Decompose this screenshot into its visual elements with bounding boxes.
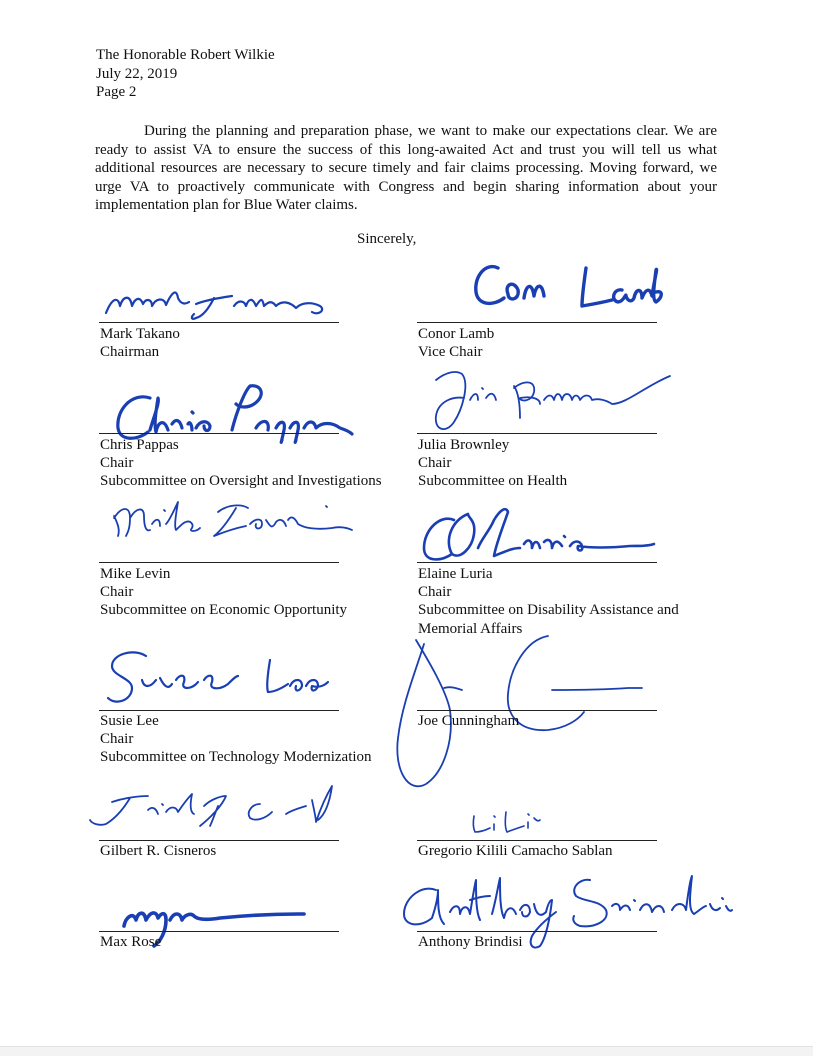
signature-gregorio-sablan: [473, 812, 540, 832]
signature-block-joe-cunningham: [418, 712, 519, 730]
signatory-committee: Subcommittee on Oversight and Investigations: [100, 473, 382, 490]
signature-block-gregorio-sablan: [418, 842, 613, 860]
signature-line-conor-lamb: [417, 322, 657, 323]
signatory-name: Mark Takano: [100, 326, 180, 342]
signatory-title: Chair: [100, 584, 134, 601]
addressee: The Honorable Robert Wilkie: [96, 47, 275, 63]
signatory-name: Max Rose: [100, 934, 162, 950]
letter-header: [96, 46, 275, 102]
signatory-committee: Subcommittee on Disability Assistance and: [418, 602, 679, 619]
signatory-committee-continued: Memorial Affairs: [418, 620, 523, 637]
signatory-name: Joe Cunningham: [418, 713, 520, 729]
signature-block-max-rose: [100, 933, 161, 951]
closing: Sincerely,: [357, 231, 417, 247]
signatory-committee: Subcommittee on Economic Opportunity: [100, 602, 348, 619]
signature-conor-lamb: [476, 267, 661, 306]
signature-line-gregorio-sablan: [417, 840, 657, 841]
signature-block-gilbert-cisneros: [100, 842, 216, 860]
signature-block-julia-brownley: [418, 436, 567, 491]
signature-mike-levin: [114, 502, 352, 536]
signature-block-elaine-luria: [418, 565, 679, 638]
signatory-committee: Subcommittee on Technology Modernization: [100, 749, 372, 766]
signatory-committee: Subcommittee on Health: [418, 473, 568, 490]
signatory-name: Gregorio Kilili Camacho Sablan: [418, 843, 613, 859]
signatory-title: Chairman: [100, 344, 160, 361]
signature-julia-brownley: [436, 372, 670, 429]
signatory-title: Chair: [418, 584, 452, 601]
signature-line-elaine-luria: [417, 562, 657, 563]
signatory-name: Anthony Brindisi: [418, 934, 523, 950]
signature-block-mike-levin: [100, 565, 347, 620]
signature-block-chris-pappas: [100, 436, 382, 491]
signature-line-max-rose: [99, 931, 339, 932]
signatory-name: Gilbert R. Cisneros: [100, 843, 217, 859]
signature-line-mike-levin: [99, 562, 339, 563]
body-paragraph: During the planning and preparation phase, we want to make our expectations clear. We are ready to assist VA to ensure the success of this long-awaited Act and trust you will tell us what additional resources are necessary to secure timely and fair claims processing. Moving forward, we urge VA to proactively communicate with Congress and begin sharing information about your implementation plan for Blue Water claims.: [95, 123, 717, 213]
signature-line-julia-brownley: [417, 433, 657, 434]
signatory-title: Chair: [100, 731, 134, 748]
signature-line-joe-cunningham: [417, 710, 657, 711]
signature-gilbert-cisneros: [90, 786, 332, 826]
signature-line-anthony-brindisi: [417, 931, 657, 932]
signatory-title: Chair: [100, 455, 134, 472]
signatory-title: Vice Chair: [418, 344, 483, 361]
signature-line-chris-pappas: [99, 433, 339, 434]
signature-block-susie-lee: [100, 712, 372, 767]
signature-line-susie-lee: [99, 710, 339, 711]
letter-date: July 22, 2019: [96, 65, 178, 82]
signature-elaine-luria: [424, 509, 654, 559]
signature-block-anthony-brindisi: [418, 933, 523, 951]
signatory-name: Susie Lee: [100, 713, 159, 729]
signature-block-mark-takano: [100, 325, 180, 361]
signature-line-mark-takano: [99, 322, 339, 323]
signatory-name: Conor Lamb: [418, 326, 495, 342]
signature-block-conor-lamb: [418, 325, 494, 361]
signatory-name: Chris Pappas: [100, 437, 179, 453]
signature-mark-takano: [106, 292, 322, 318]
page-number: Page 2: [96, 84, 137, 100]
signature-susie-lee: [108, 652, 328, 701]
signatory-title: Chair: [418, 455, 452, 472]
signatory-name: Mike Levin: [100, 566, 171, 582]
signatory-name: Julia Brownley: [418, 437, 510, 453]
signature-line-gilbert-cisneros: [99, 840, 339, 841]
signatory-name: Elaine Luria: [418, 566, 493, 582]
